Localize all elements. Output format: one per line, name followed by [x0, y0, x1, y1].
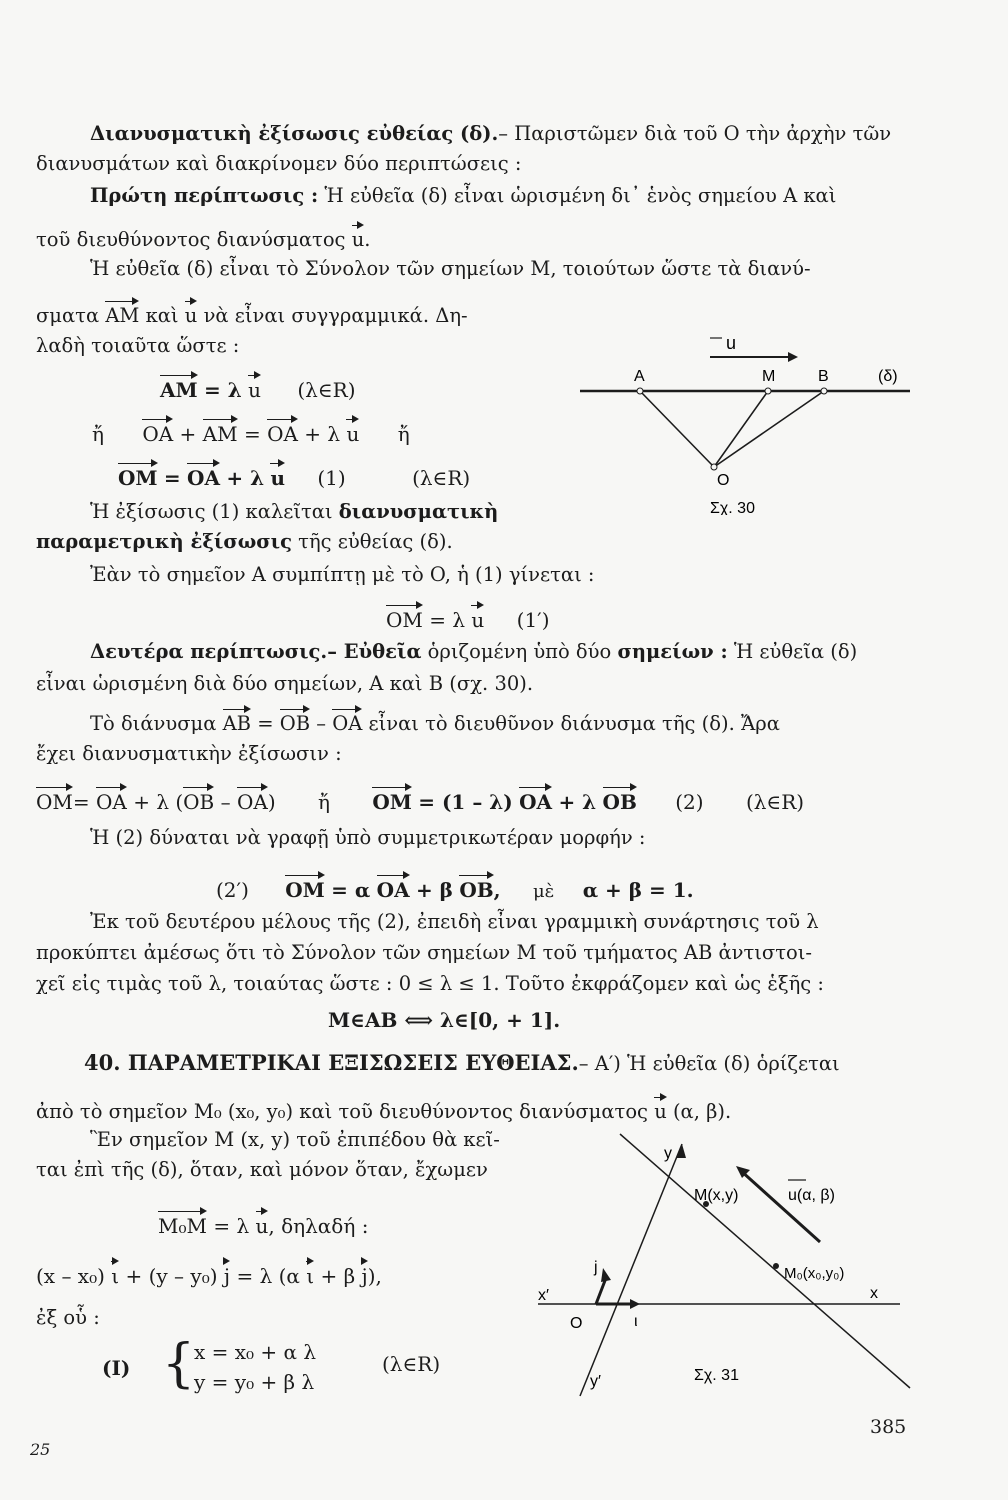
eq9-d: + β [320, 1264, 356, 1288]
eq4-number: (1′) [516, 608, 550, 632]
eq6-number: (2′) [216, 878, 249, 902]
equation-1-prime [386, 606, 550, 632]
system-label: (I) [102, 1356, 131, 1380]
case2-heading: Δευτέρα περίπτωσις.– Εὐθεῖα [90, 640, 422, 663]
system-brace: { [162, 1334, 196, 1394]
fig31-label-m: M(x,y) [694, 1187, 739, 1204]
vector-om: OM [36, 790, 73, 814]
eq5-a: = [72, 790, 96, 814]
vector-u: u [184, 304, 198, 327]
eq2-equals: = [243, 422, 261, 446]
fig30-label-b: B [818, 368, 829, 385]
case1-desc-2 [36, 530, 453, 553]
case1-line-4-c: νὰ εἶναι συγγραμμικά. Δη- [203, 304, 468, 327]
eq3-number: (1) [317, 466, 346, 490]
signature-mark: 25 [30, 1440, 51, 1459]
eq5-f: + λ [558, 790, 597, 814]
eq2-or-right: ἤ [397, 422, 410, 446]
system-eq-x: x = x₀ + α λ [194, 1340, 317, 1364]
case1-line-3: Ἡ εὐθεῖα (δ) εἶναι τὸ Σύνολον τῶν σημείων M, τοιούτων ὥστε τὰ διανύ- [90, 257, 811, 280]
fig30-point-m [765, 388, 771, 394]
fig31-caption: Σχ. 31 [694, 1367, 739, 1384]
eq9-b: + (y – y₀) [125, 1264, 218, 1288]
figure-30 [580, 335, 920, 515]
fig31-label-x: x [870, 1285, 878, 1302]
equation-2 [36, 788, 804, 814]
section-40-line-1 [84, 1050, 840, 1075]
vector-u: u [351, 228, 365, 251]
section-40-from: ἐξ οὗ : [36, 1306, 100, 1329]
section-40-line-2-a: ἀπὸ τὸ σημεῖον M₀ (x₀, y₀) καὶ τοῦ διευθύνοντος διανύσματος [36, 1100, 648, 1123]
vector-j: j [223, 1264, 231, 1288]
fig30-label-m: M [762, 368, 776, 385]
vector-om: OM [118, 466, 158, 490]
fig31-label-y-prime: y′ [590, 1373, 601, 1390]
section-40-line-4: ται ἐπὶ τῆς (δ), ὅταν, καὶ μόνον ὅταν, ἔχωμεν [36, 1158, 488, 1181]
vector-ob: OB [459, 878, 494, 902]
vector-ob: OB [183, 790, 215, 814]
case2-heading-c: σημείων : [617, 640, 728, 663]
equation-m0m [158, 1212, 368, 1238]
case1-heading: Πρώτη περίπτωσις : [90, 184, 319, 207]
fig31-label-m0: M₀(x₀,y₀) [784, 1265, 845, 1282]
vector-oa: OA [187, 466, 220, 490]
fig30-caption: Σχ. 30 [710, 500, 755, 515]
case2-line-1-text: Ἡ εὐθεῖα (δ) [733, 640, 858, 663]
intro-line-1-text: – Παριστῶμεν διὰ τοῦ O τὴν ἀρχὴν τῶν [498, 122, 892, 145]
vector-oa: OA [332, 712, 363, 735]
section-40-line-1-text: – A′) Ἡ εὐθεῖα (δ) ὁρίζεται [578, 1052, 840, 1075]
vector-oa: OA [142, 422, 174, 446]
case1-line-4 [36, 302, 468, 327]
case2-line-3-eq: = [257, 712, 274, 735]
section-40-line-2-b: (α, β). [672, 1100, 732, 1123]
desc1-a: Ἡ ἐξίσωσις (1) καλεῖται [90, 500, 333, 523]
vector-u: u [471, 608, 485, 632]
eq1-rhs: = λ [204, 378, 242, 402]
case1-line-5: λαδὴ τοιαῦτα ὥστε : [36, 334, 240, 357]
fig31-point-m0 [773, 1263, 779, 1269]
eq9-a: (x – x₀) [36, 1264, 105, 1288]
fig30-segment-oa [640, 391, 714, 467]
case1-line-4-a: σματα [36, 304, 100, 327]
vector-am: AM [202, 422, 238, 446]
section-40-line-3: Ἓν σημεῖον M (x, y) τοῦ ἐπιπέδου θὰ κεῖ- [90, 1128, 500, 1151]
eq5-e: = (1 – λ) [418, 790, 513, 814]
desc2-a: παραμετρικὴ ἐξίσωσις [36, 530, 292, 553]
intro-line-2: διανυσμάτων καὶ διακρίνομεν δύο περιπτώσεις : [36, 152, 522, 175]
vector-oa: OA [236, 790, 268, 814]
eq5-condition: (λ∈R) [745, 790, 805, 814]
equation-segment: M∈AB ⟺ λ∈[0, + 1]. [328, 1008, 561, 1032]
eq6-d: μὲ [532, 881, 555, 902]
fig31-label-o: O [570, 1315, 583, 1332]
case1-desc-1 [90, 500, 498, 523]
case2-line-1 [90, 640, 857, 663]
eq5-number: (2) [675, 790, 704, 814]
equation-2-prime [216, 876, 694, 902]
case2-line-3-b: εἶναι τὸ διευθῦνον διάνυσμα τῆς (δ). Ἄρα [368, 712, 780, 735]
fig31-line-d [620, 1134, 910, 1388]
vector-am: AM [105, 304, 140, 327]
eq6-e: α + β = 1. [582, 878, 694, 902]
fig31-vector-u [740, 1170, 820, 1242]
eq2-tail: + λ [304, 422, 341, 446]
section-40-heading: 40. ΠΑΡΑΜΕΤΡΙΚΑΙ ΕΞΙΣΩΣΕΙΣ ΕΥΘΕΙΑΣ. [84, 1050, 579, 1075]
case1-line-1 [90, 184, 836, 207]
vector-om: OM [386, 608, 423, 632]
eq6-b: + β [415, 878, 453, 902]
intro-line-1 [90, 122, 891, 145]
page-number: 385 [870, 1416, 907, 1438]
vector-m0m: M₀M [158, 1214, 207, 1238]
vector-u: u [346, 422, 360, 446]
case2-line-3-minus: – [316, 712, 327, 735]
equation-am-lambda-u [160, 376, 356, 402]
system-eq-y: y = y₀ + β λ [194, 1370, 315, 1394]
eq8-end: , δηλαδή : [268, 1214, 369, 1238]
eq8-mid: = λ [213, 1214, 250, 1238]
eq5-b: + λ ( [133, 790, 184, 814]
case2-line-3-a: Τὸ διάνυσμα [90, 712, 217, 735]
intro-heading: Διανυσματικὴ ἐξίσωσις εὐθείας (δ). [90, 122, 499, 145]
vector-u: u [654, 1100, 667, 1123]
equation-oa-am [92, 420, 410, 446]
eq5-or: ἤ [317, 790, 330, 814]
vector-om: OM [285, 878, 325, 902]
fig31-label-x-prime: x′ [538, 1287, 549, 1304]
vector-u: u [270, 466, 286, 490]
case2-line-5: Ἡ (2) δύναται νὰ γραφῇ ὑπὸ συμμετρικωτέραν μορφήν : [90, 826, 646, 849]
vector-ob: OB [279, 712, 311, 735]
fig31-label-y: y [664, 1145, 672, 1162]
eq2-plus: + [179, 422, 197, 446]
vector-oa: OA [376, 878, 410, 902]
vector-u: u [248, 378, 262, 402]
section-40-line-2 [36, 1098, 731, 1123]
vector-oa: OA [519, 790, 553, 814]
vector-i: ι [306, 1264, 315, 1288]
case2-heading-b: ὁριζομένη ὑπὸ δύο [427, 640, 612, 663]
case2-paragraph-1: Ἐκ τοῦ δευτέρου μέλους τῆς (2), ἐπειδὴ εἶναι γραμμικὴ συνάρτησις τοῦ λ [90, 910, 819, 933]
fig30-point-b [821, 388, 827, 394]
fig31-label-j: j [594, 1259, 598, 1276]
vector-j: j [361, 1264, 368, 1288]
eq6-c: , [493, 878, 501, 902]
fig30-label-d: (δ) [878, 368, 898, 385]
equation-1: OM = OA + λ u (1) (λ∈R) [118, 466, 471, 490]
eq1-condition: (λ∈R) [297, 378, 356, 402]
case1-line-2: τοῦ διευθύνοντος διανύσματος u. [36, 228, 371, 251]
fig31-label-i: ι [634, 1313, 638, 1330]
eq6-a: = α [331, 878, 371, 902]
case2-paragraph-3: χεῖ εἰς τιμὰς τοῦ λ, τοιαύτας ὥστε : 0 ≤ λ ≤ 1. Τοῦτο ἐκφράζομεν καὶ ὡς ἑξῆς : [36, 972, 824, 995]
vector-om: OM [372, 790, 412, 814]
desc1-b: διανυσματικὴ [338, 500, 499, 523]
vector-ab: AB [222, 712, 251, 735]
case2-line-4: ἔχει διανυσματικὴν ἐξίσωσιν : [36, 742, 342, 765]
fig30-point-o [711, 464, 717, 470]
fig31-label-u: u(α, β) [788, 1187, 835, 1204]
case2-line-2: εἶναι ὡρισμένη διὰ δύο σημείων, A καὶ B (σχ. 30). [36, 672, 534, 695]
fig30-label-o: O [717, 472, 730, 489]
eq9-e: ), [367, 1264, 382, 1288]
fig30-point-a [637, 388, 643, 394]
fig31-vector-j [596, 1278, 606, 1304]
vector-i: ι [111, 1264, 120, 1288]
vector-am: AM [160, 378, 198, 402]
eq5-d: ) [267, 790, 276, 814]
case1-line-2-text: τοῦ διευθύνοντος διανύσματος [36, 228, 346, 251]
desc2-b: τῆς εὐθείας (δ). [298, 530, 453, 553]
vector-oa: OA [96, 790, 127, 814]
system-condition: (λ∈R) [382, 1352, 441, 1376]
eq2-or-left: ἤ [92, 422, 104, 446]
fig30-segment-ob [714, 391, 824, 467]
eq3-tail: + λ [226, 466, 265, 490]
eq5-c: – [220, 790, 231, 814]
eq9-c: = λ (α [236, 1264, 300, 1288]
vector-u: u [255, 1214, 269, 1238]
fig30-u-arrowhead [788, 352, 798, 362]
case1-special: Ἐὰν τὸ σημεῖον A συμπίπτῃ μὲ τὸ O, ἡ (1) γίνεται : [90, 563, 595, 586]
equation-components [36, 1262, 382, 1288]
eq4-mid: = λ [429, 608, 466, 632]
fig30-segment-om [714, 391, 768, 467]
case1-line-1-text: Ἡ εὐθεῖα (δ) εἶναι ὡρισμένη δι᾿ ἑνὸς σημείου A καὶ [324, 184, 837, 207]
figure-31 [530, 1128, 920, 1398]
case2-line-3 [90, 710, 780, 735]
eq3-condition: (λ∈R) [412, 466, 471, 490]
fig30-label-u: u [726, 335, 737, 353]
case2-paragraph-2: προκύπτει ἀμέσως ὅτι τὸ Σύνολον τῶν σημείων M τοῦ τμήματος AB ἀντιστοι- [36, 941, 813, 964]
fig30-label-a: A [634, 368, 645, 385]
vector-ob: OB [602, 790, 637, 814]
case1-line-4-b: καὶ [145, 304, 179, 327]
vector-oa: OA [267, 422, 298, 446]
